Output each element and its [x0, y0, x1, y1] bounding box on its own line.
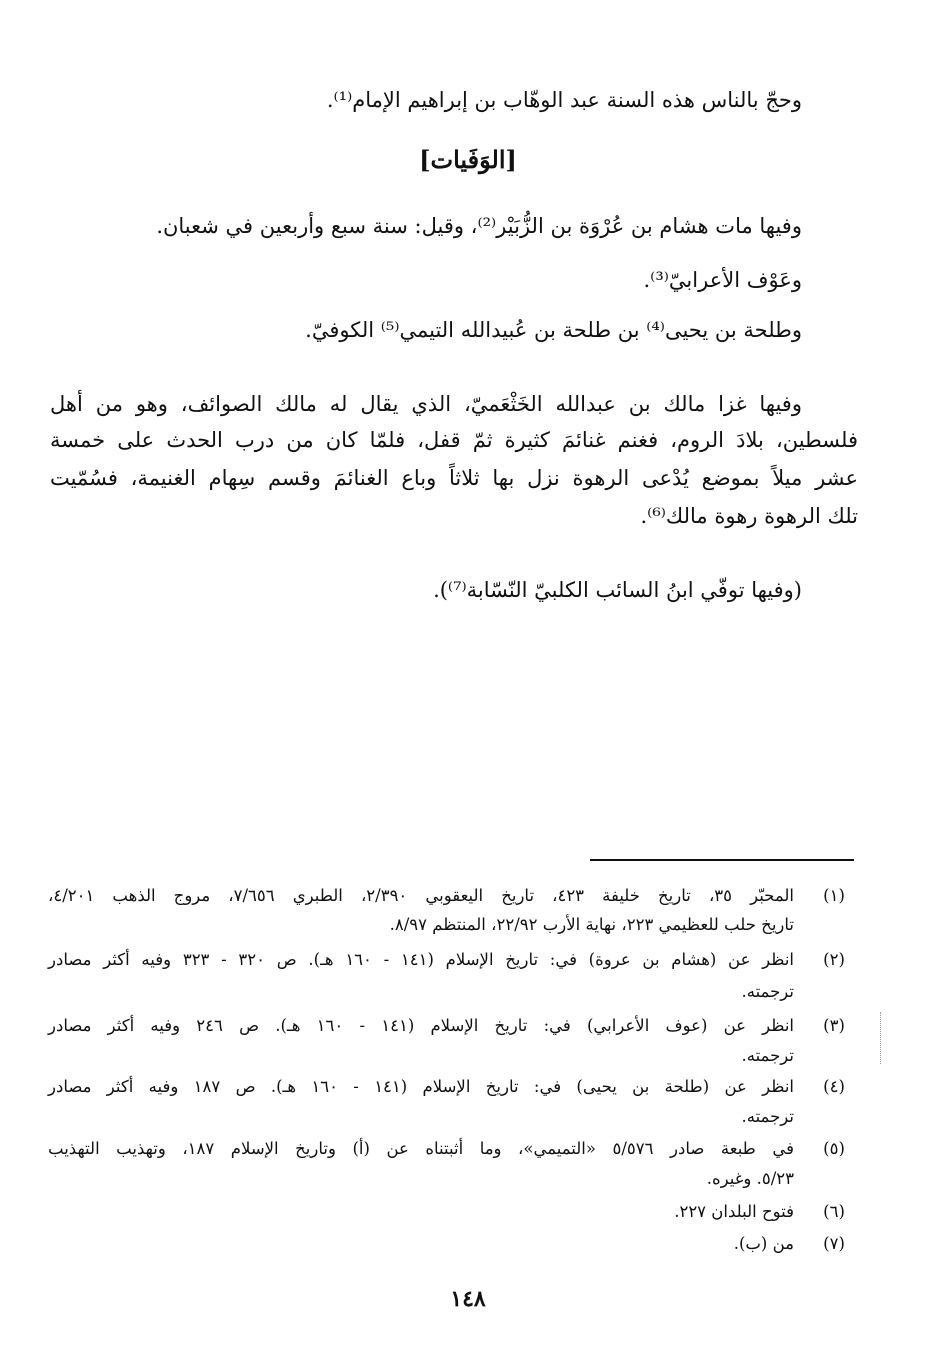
section-heading: [الوَفَيات]	[419, 145, 517, 174]
footnote-line: تاريخ حلب للعظيمي ٢٢٣، نهاية الأرب ٢٢/٩٢، المنتظم ٨/٩٧.	[389, 915, 794, 934]
footnote-line: انظر عن (عوف الأعرابي) في: تاريخ الإسلام (١٤١ - ١٦٠ هـ). ص ٢٤٦ وفيه أكثر مصادر	[48, 1016, 794, 1035]
footnote-number: (٣)	[823, 1016, 845, 1035]
paragraph-line: تلك الرهوة رهوة مالك⁽⁶⁾.	[640, 504, 858, 528]
margin-scan-mark	[880, 1012, 881, 1064]
text-line-awf: وعَوْف الأعرابيّ⁽³⁾.	[643, 268, 802, 292]
footnote-line: فتوح البلدان ٢٢٧.	[674, 1202, 794, 1221]
footnote-line: في طبعة صادر ٥/٥٧٦ «التميمي»، وما أثبتناه عن (أ) وتاريخ الإسلام ١٨٧، وتهذيب التهذيب	[48, 1139, 794, 1158]
paragraph-line: عشر ميلاً بموضع يُدْعى الرهوة نزل بها ثلاثاً وباع الغنائمَ وقسم سِهام الغنيمة، فسُمّيت	[50, 466, 858, 490]
paragraph-line: وفيها غزا مالك بن عبدالله الخَثْعَميّ، الذي يقال له مالك الصوائف، وهو من أهل	[50, 392, 802, 416]
text-line-hajj: وحجّ بالناس هذه السنة عبد الوهّاب بن إبراهيم الإمام⁽¹⁾.	[326, 88, 802, 112]
footnote-line: من (ب).	[733, 1234, 794, 1253]
text-line-talha: وطلحة بن يحيى⁽⁴⁾ بن طلحة بن عُبيدالله التيمي⁽⁵⁾ الكوفيّ.	[305, 318, 802, 342]
footnote-line: انظر عن (طلحة بن يحيى) في: تاريخ الإسلام (١٤١ - ١٦٠ هـ). ص ١٨٧ وفيه أكثر مصادر	[48, 1077, 794, 1096]
footnote-separator	[590, 859, 854, 861]
footnote-number: (٦)	[823, 1202, 845, 1221]
footnote-number: (٧)	[823, 1234, 845, 1253]
paragraph-line: فلسطين، بلادَ الروم، فغنم غنائمَ كثيرة ثمّ قفل، فلمّا كان من درب الحدث على خمسة	[50, 428, 858, 452]
page-number: ١٤٨	[450, 1286, 486, 1312]
text-line-hisham: وفيها مات هشام بن عُرْوَة بن الزُّبَيْر⁽²⁾، وقيل: سنة سبع وأربعين في شعبان.	[156, 214, 802, 238]
text-line-kalbi: (وفيها توفّي ابنُ السائب الكلبيّ النّسّابة⁽⁷⁾).	[433, 578, 802, 602]
footnote-number: (٢)	[823, 950, 845, 969]
footnote-line: انظر عن (هشام بن عروة) في: تاريخ الإسلام (١٤١ - ١٦٠ هـ). ص ٣٢٠ - ٣٢٣ وفيه أكثر مصادر	[48, 950, 794, 969]
footnote-number: (٤)	[823, 1077, 845, 1096]
footnote-line: ترجمته.	[741, 1107, 794, 1126]
footnote-number: (٥)	[823, 1139, 845, 1158]
footnote-line: ٥/٢٣. وغيره.	[706, 1169, 794, 1188]
footnote-line: ترجمته.	[741, 1046, 794, 1065]
footnote-line: المحبّر ٣٥، تاريخ خليفة ٤٢٣، تاريخ اليعقوبي ٢/٣٩٠، الطبري ٧/٦٥٦، مروج الذهب ٤/٢٠١،	[48, 886, 794, 905]
footnote-line: ترجمته.	[741, 982, 794, 1001]
footnote-number: (١)	[823, 886, 845, 905]
